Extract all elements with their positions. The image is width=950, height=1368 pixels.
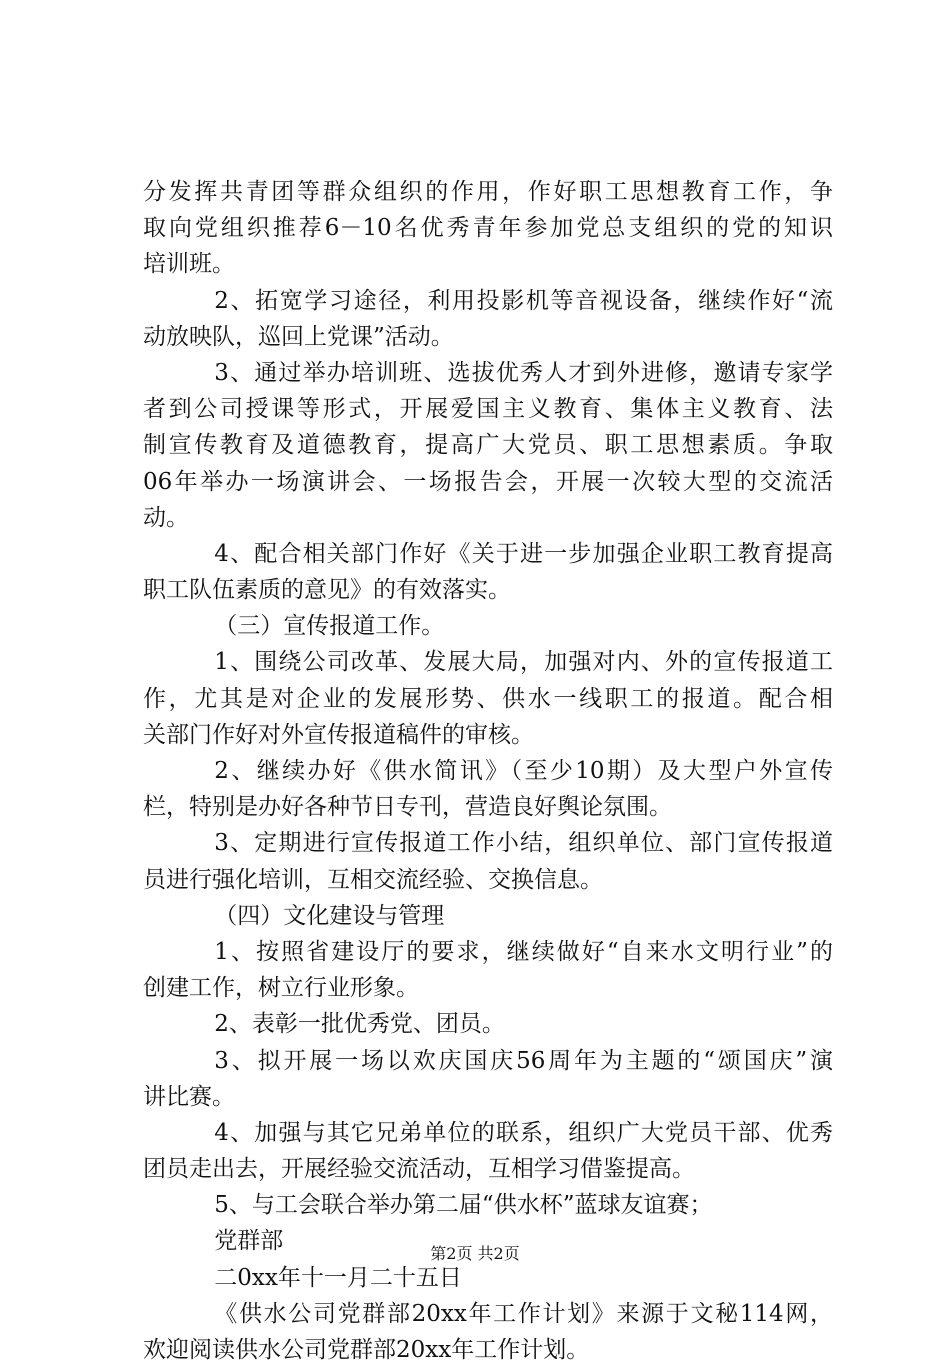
text-line: 员进行强化培训，互相交流经验、交换信息。 <box>143 866 603 893</box>
text-line: 2、表彰一批优秀党、团员。 <box>214 1011 505 1038</box>
page-footer: 第2页 共2页 <box>430 1244 520 1263</box>
text-line: 3、定期进行宣传报道工作小结，组织单位、部门宣传报道 <box>214 830 833 857</box>
text-line: （四）文化建设与管理 <box>214 902 445 929</box>
text-line: 5、与工会联合举办第二届“供水杯”蓝球友谊赛； <box>214 1192 713 1219</box>
text-line: 《供水公司党群部20xx年工作计划》来源于文秘114网， <box>214 1300 833 1327</box>
text-line: 分发挥共青团等群众组织的作用，作好职工思想教育工作，争 <box>143 179 833 205</box>
text-line: 欢迎阅读供水公司党群部20xx年工作计划。 <box>143 1337 590 1363</box>
text-line: 动。 <box>143 504 189 531</box>
text-line: 06年举办一场演讲会、一场报告会，开展一次较大型的交流活 <box>143 468 833 495</box>
text-line: 2、继续办好《供水简讯》（至少10期）及大型户外宣传 <box>214 758 833 784</box>
document-body <box>143 174 833 1368</box>
text-line: 团员走出去，开展经验交流活动，互相学习借鉴提高。 <box>143 1156 695 1183</box>
text-line: 职工队伍素质的意见》的有效落实。 <box>143 577 511 604</box>
text-line: 制宣传教育及道德教育，提高广大党员、职工思想素质。争取 <box>143 432 833 459</box>
text-line: 3、拟开展一场以欢庆国庆56周年为主题的“颂国庆”演 <box>214 1047 833 1074</box>
text-line: 作，尤其是对企业的发展形势、供水一线职工的报道。配合相 <box>143 685 833 712</box>
text-line: （三）宣传报道工作。 <box>214 613 445 640</box>
text-line: 者到公司授课等形式，开展爱国主义教育、集体主义教育、法 <box>143 396 833 423</box>
text-line: 党群部 <box>214 1228 284 1255</box>
text-line: 4、配合相关部门作好《关于进一步加强企业职工教育提高 <box>214 540 833 567</box>
text-line: 1、按照省建设厅的要求，继续做好“自来水文明行业”的 <box>214 938 833 965</box>
text-line: 1、围绕公司改革、发展大局，加强对内、外的宣传报道工 <box>214 649 833 676</box>
text-line: 创建工作，树立行业形象。 <box>143 975 419 1002</box>
text-line: 栏，特别是办好各种节日专刊，营造良好舆论氛围。 <box>143 794 672 821</box>
text-line: 2、拓宽学习途径，利用投影机等音视设备，继续作好“流 <box>214 287 833 314</box>
text-line: 讲比赛。 <box>143 1083 235 1110</box>
text-line: 培训班。 <box>143 251 235 278</box>
text-line: 取向党组织推荐6－10名优秀青年参加党总支组织的党的知识 <box>143 215 833 242</box>
text-line: 4、加强与其它兄弟单位的联系，组织广大党员干部、优秀 <box>214 1119 833 1146</box>
text-line: 关部门作好对外宣传报道稿件的审核。 <box>143 721 534 748</box>
text-line: 3、通过举办培训班、选拔优秀人才到外进修，邀请专家学 <box>214 359 833 386</box>
text-line: 二0xx年十一月二十五日 <box>214 1264 462 1291</box>
text-line: 动放映队，巡回上党课”活动。 <box>143 323 454 350</box>
